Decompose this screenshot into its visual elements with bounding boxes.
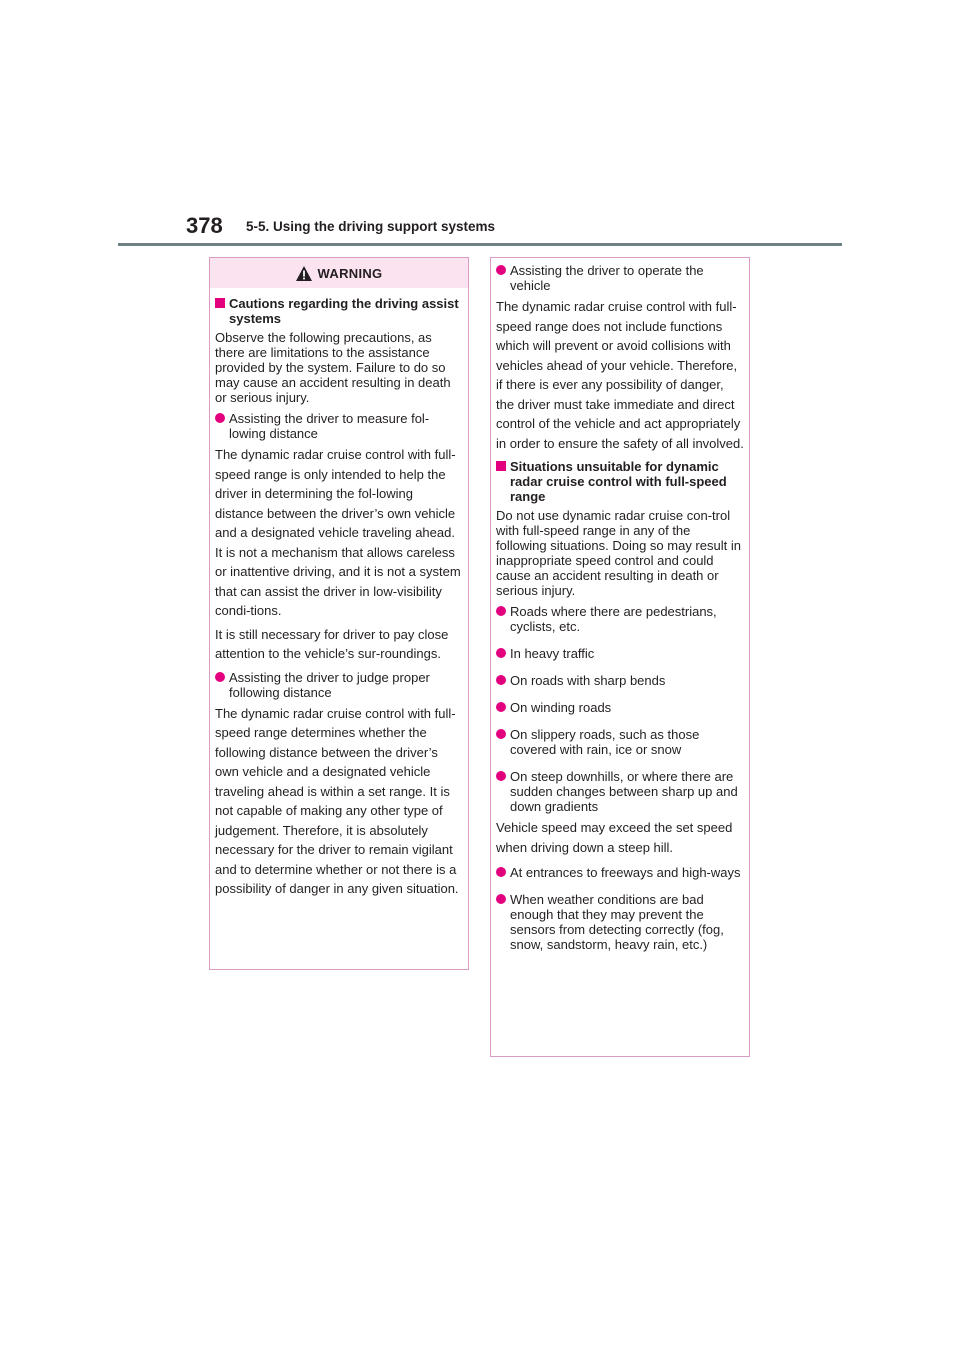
list-item bbox=[496, 892, 744, 952]
intro-paragraph: Observe the following precautions, as there are limitations to the assistance provided by the system. Failure to do so may cause an accident resulting in death or serious injury. bbox=[215, 330, 451, 405]
list-item-text: Assisting the driver to operate the vehicle bbox=[510, 263, 704, 293]
section-heading bbox=[215, 296, 463, 326]
body-paragraph: The dynamic radar cruise control with full-speed range is only intended to help the driver in determining the fol-lowing distance between the driver’s own vehicle and a designated vehicle traveling ahead. It is not a mechanism that allows careless or inattentive driving, and it is not a system that can assist the driver in low-visibility condi-tions. bbox=[215, 447, 461, 618]
body-paragraph: The dynamic radar cruise control with full-speed range does not include functions which will prevent or avoid collisions with vehicles ahead of your vehicle. Therefore, if there is ever any possibility of danger, the driver must take immediate and direct control of the vehicle and act appropriately in order to ensure the safety of all involved. bbox=[496, 299, 744, 451]
list-item bbox=[496, 700, 744, 715]
list-item-text: Assisting the driver to judge proper following distance bbox=[229, 669, 430, 700]
list-item bbox=[496, 865, 744, 880]
circle-bullet-icon bbox=[496, 606, 506, 616]
circle-bullet-icon bbox=[496, 894, 506, 904]
warning-label: WARNING bbox=[317, 265, 383, 281]
body-paragraph: The dynamic radar cruise control with full-speed range determines whether the following distance between the driver’s own vehicle and a designated vehicle traveling ahead is within a set range. It is not capable of making any other type of judgement. Therefore, it is absolutely necessary for the driver to remain vigilant and to determine whether or not there is a possibility of danger in any given situation. bbox=[215, 705, 459, 896]
heading-text: Cautions regarding the driving assist systems bbox=[229, 296, 459, 326]
square-bullet-icon bbox=[215, 298, 225, 308]
list-item bbox=[496, 727, 744, 757]
circle-bullet-icon bbox=[496, 729, 506, 739]
list-item-text: Roads where there are pedestrians, cyclists, etc. bbox=[510, 604, 717, 634]
circle-bullet-icon bbox=[496, 265, 506, 275]
list-item-text: On steep downhills, or where there are sudden changes between sharp up and down gradients bbox=[510, 769, 738, 814]
list-item bbox=[215, 670, 463, 700]
list-item-text: On slippery roads, such as those covered with rain, ice or snow bbox=[510, 727, 700, 757]
list-item-text: On winding roads bbox=[510, 700, 612, 715]
square-bullet-icon bbox=[496, 461, 506, 471]
list-item-text: Assisting the driver to measure fol-lowing distance bbox=[229, 411, 430, 441]
body-paragraph: It is still necessary for driver to pay close attention to the vehicle’s sur-roundings. bbox=[215, 626, 449, 661]
warning-triangle-icon bbox=[296, 266, 312, 281]
list-item-text: On roads with sharp bends bbox=[510, 673, 666, 688]
circle-bullet-icon bbox=[215, 672, 225, 682]
heading-text: Situations unsuitable for dynamic radar cruise control with full-speed range bbox=[510, 459, 727, 504]
intro-paragraph: Do not use dynamic radar cruise con-trol with full-speed range in any of the following situations. Doing so may result in inappropriate speed control and could cause an accident resulting in death or serious injury. bbox=[496, 508, 741, 598]
list-item bbox=[215, 411, 463, 441]
body-paragraph: Vehicle speed may exceed the set speed when driving down a steep hill. bbox=[496, 820, 733, 855]
list-item bbox=[496, 646, 744, 661]
header-rule bbox=[118, 243, 842, 246]
section-title: 5-5. Using the driving support systems bbox=[246, 219, 496, 234]
section-heading bbox=[496, 459, 744, 504]
list-item-text: In heavy traffic bbox=[510, 646, 595, 661]
circle-bullet-icon bbox=[496, 648, 506, 658]
warning-header bbox=[210, 258, 468, 288]
list-item bbox=[496, 769, 744, 814]
circle-bullet-icon bbox=[215, 413, 225, 423]
warning-box-right bbox=[490, 257, 750, 1057]
list-item bbox=[496, 673, 744, 688]
page-number: 378 bbox=[186, 213, 223, 238]
list-item-text: At entrances to freeways and high-ways bbox=[510, 865, 741, 880]
warning-box-left bbox=[209, 257, 469, 970]
circle-bullet-icon bbox=[496, 702, 506, 712]
circle-bullet-icon bbox=[496, 771, 506, 781]
list-item bbox=[496, 263, 744, 293]
list-item-text: When weather conditions are bad enough that they may prevent the sensors from detecting correctly (fog, snow, sandstorm, heavy rain, etc.) bbox=[510, 892, 724, 952]
circle-bullet-icon bbox=[496, 675, 506, 685]
list-item bbox=[496, 604, 744, 634]
circle-bullet-icon bbox=[496, 867, 506, 877]
